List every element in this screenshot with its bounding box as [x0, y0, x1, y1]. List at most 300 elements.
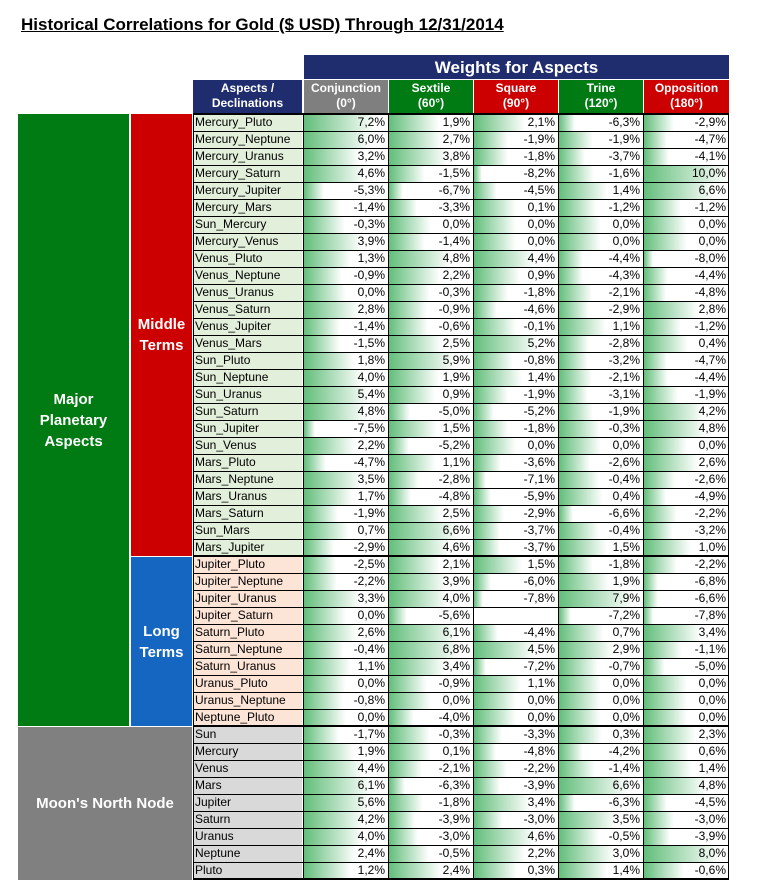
- value-cell: -4,5%: [644, 794, 729, 811]
- value-cell: 6,6%: [389, 522, 473, 539]
- value-cell: 0,0%: [304, 607, 388, 624]
- value-cell: -0,4%: [304, 641, 388, 658]
- row-label: Mercury_Uranus: [193, 148, 302, 165]
- value-cell: 10,0%: [644, 165, 729, 182]
- value-cell: 0,6%: [644, 743, 729, 760]
- value-cell: -0,6%: [389, 318, 473, 335]
- row-label: Sun_Jupiter: [193, 420, 302, 437]
- grid-line: [193, 437, 729, 438]
- value-cell: -4,4%: [559, 250, 643, 267]
- value-cell: 6,6%: [644, 182, 729, 199]
- grid-line: [193, 573, 729, 574]
- value-cell: 0,0%: [389, 692, 473, 709]
- value-cell: 4,0%: [304, 828, 388, 845]
- value-cell: 1,1%: [389, 454, 473, 471]
- value-cell: [474, 607, 558, 624]
- value-cell: -1,8%: [389, 794, 473, 811]
- group-middle-terms: [131, 114, 192, 556]
- value-cell: -3,9%: [474, 777, 558, 794]
- value-cell: -4,7%: [644, 352, 729, 369]
- value-cell: 2,8%: [644, 301, 729, 318]
- value-cell: -0,3%: [304, 216, 388, 233]
- grid-line: [193, 641, 729, 642]
- value-cell: 2,2%: [474, 845, 558, 862]
- value-cell: 6,0%: [304, 131, 388, 148]
- row-label: Mars: [193, 777, 302, 794]
- value-cell: 2,9%: [559, 641, 643, 658]
- value-cell: -0,8%: [474, 352, 558, 369]
- value-cell: 0,0%: [304, 709, 388, 726]
- grid-line: [558, 114, 559, 879]
- value-cell: -1,9%: [474, 131, 558, 148]
- value-cell: 4,6%: [304, 165, 388, 182]
- value-cell: 1,1%: [304, 658, 388, 675]
- value-cell: -2,9%: [474, 505, 558, 522]
- value-cell: -8,0%: [644, 250, 729, 267]
- value-cell: -6,6%: [644, 590, 729, 607]
- value-cell: 1,4%: [644, 760, 729, 777]
- grid-line: [193, 743, 729, 744]
- value-cell: -5,2%: [474, 403, 558, 420]
- value-cell: -0,6%: [644, 862, 729, 879]
- col-header-opposition: [644, 80, 729, 113]
- grid-line: [193, 828, 729, 829]
- value-cell: 4,0%: [304, 369, 388, 386]
- value-cell: 0,4%: [559, 488, 643, 505]
- value-cell: 2,2%: [389, 267, 473, 284]
- row-label: Sun: [193, 726, 302, 743]
- grid-line: [193, 113, 729, 115]
- value-cell: 0,1%: [389, 743, 473, 760]
- value-cell: -2,5%: [304, 556, 388, 573]
- value-cell: 6,1%: [304, 777, 388, 794]
- row-label: Mars_Uranus: [193, 488, 302, 505]
- value-cell: 3,4%: [474, 794, 558, 811]
- row-label: Mars_Pluto: [193, 454, 302, 471]
- value-cell: -7,2%: [474, 658, 558, 675]
- group-label-line: Aspects: [44, 432, 103, 450]
- grid-line: [193, 607, 729, 608]
- grid-line: [193, 505, 729, 506]
- value-cell: -1,9%: [559, 403, 643, 420]
- value-cell: 0,0%: [389, 216, 473, 233]
- value-cell: 0,0%: [644, 216, 729, 233]
- value-cell: -4,9%: [644, 488, 729, 505]
- value-cell: 4,8%: [644, 777, 729, 794]
- value-cell: -2,9%: [644, 114, 729, 131]
- row-label: Mercury_Saturn: [193, 165, 302, 182]
- value-cell: 2,3%: [644, 726, 729, 743]
- value-cell: 0,0%: [644, 437, 729, 454]
- value-cell: -1,2%: [644, 199, 729, 216]
- grid-line: [193, 709, 729, 710]
- grid-line: [193, 471, 729, 472]
- grid-line: [193, 862, 729, 863]
- grid-line: [193, 777, 729, 778]
- value-cell: 1,5%: [389, 420, 473, 437]
- col-header-trine: [559, 80, 643, 113]
- row-label: Mercury_Neptune: [193, 131, 302, 148]
- value-cell: -7,2%: [559, 607, 643, 624]
- grid-line: [193, 403, 729, 404]
- row-label: Venus_Neptune: [193, 267, 302, 284]
- value-cell: 0,0%: [474, 233, 558, 250]
- value-cell: 4,0%: [389, 590, 473, 607]
- value-cell: -4,4%: [644, 267, 729, 284]
- value-cell: 1,5%: [474, 556, 558, 573]
- group-label-line: Long: [143, 622, 180, 640]
- value-cell: -0,3%: [559, 420, 643, 437]
- value-cell: -7,8%: [644, 607, 729, 624]
- grid-line: [193, 725, 729, 727]
- value-cell: -4,3%: [559, 267, 643, 284]
- value-cell: -1,4%: [304, 199, 388, 216]
- grid-line: [193, 250, 729, 251]
- grid-line: [193, 369, 729, 370]
- value-cell: 1,4%: [559, 182, 643, 199]
- grid-line: [193, 148, 729, 149]
- grid-line: [193, 420, 729, 421]
- value-cell: -6,3%: [559, 114, 643, 131]
- value-cell: -4,4%: [644, 369, 729, 386]
- value-cell: 3,4%: [644, 624, 729, 641]
- row-label: Sun_Saturn: [193, 403, 302, 420]
- grid-line: [193, 845, 729, 846]
- grid-line: [193, 233, 729, 234]
- value-cell: -0,9%: [304, 267, 388, 284]
- value-cell: -4,8%: [474, 743, 558, 760]
- grid-line: [193, 301, 729, 302]
- value-cell: -0,9%: [389, 675, 473, 692]
- value-cell: -2,9%: [559, 301, 643, 318]
- value-cell: -3,2%: [559, 352, 643, 369]
- row-label: Mars_Saturn: [193, 505, 302, 522]
- value-cell: -0,4%: [559, 471, 643, 488]
- value-cell: 7,9%: [559, 590, 643, 607]
- value-cell: -3,7%: [474, 522, 558, 539]
- value-cell: 1,1%: [474, 675, 558, 692]
- value-cell: -2,6%: [559, 454, 643, 471]
- value-cell: -1,1%: [644, 641, 729, 658]
- col-header-deg: (0°): [336, 96, 356, 110]
- weights-header: Weights for Aspects: [304, 55, 729, 79]
- value-cell: 0,0%: [304, 675, 388, 692]
- row-label: Uranus_Pluto: [193, 675, 302, 692]
- value-cell: 4,2%: [304, 811, 388, 828]
- grid-line: [193, 692, 729, 693]
- value-cell: 3,5%: [304, 471, 388, 488]
- value-cell: 4,6%: [389, 539, 473, 556]
- value-cell: 5,4%: [304, 386, 388, 403]
- value-cell: 2,4%: [304, 845, 388, 862]
- value-cell: 6,1%: [389, 624, 473, 641]
- col-header-name: Sextile: [411, 81, 451, 95]
- value-cell: 1,8%: [304, 352, 388, 369]
- value-cell: -3,3%: [389, 199, 473, 216]
- value-cell: 4,8%: [644, 420, 729, 437]
- value-cell: -2,2%: [644, 556, 729, 573]
- value-cell: 0,0%: [474, 437, 558, 454]
- value-cell: 4,6%: [474, 828, 558, 845]
- value-cell: -1,8%: [559, 556, 643, 573]
- value-cell: 0,0%: [559, 692, 643, 709]
- row-label: Jupiter_Neptune: [193, 573, 302, 590]
- grid-line: [643, 114, 644, 879]
- value-cell: -2,2%: [644, 505, 729, 522]
- row-label: Saturn_Neptune: [193, 641, 302, 658]
- group-moons-north-node: [18, 727, 192, 880]
- value-cell: -1,2%: [644, 318, 729, 335]
- col-header-name: Conjunction: [311, 81, 381, 95]
- value-cell: 1,7%: [304, 488, 388, 505]
- value-cell: -4,0%: [389, 709, 473, 726]
- grid-line: [193, 454, 729, 455]
- value-cell: -4,1%: [644, 148, 729, 165]
- grid-line: [193, 811, 729, 812]
- value-cell: -3,6%: [474, 454, 558, 471]
- grid-line: [193, 352, 729, 353]
- group-label-line: Middle: [137, 316, 186, 333]
- value-cell: 6,8%: [389, 641, 473, 658]
- row-label: Sun_Mercury: [193, 216, 302, 233]
- value-cell: -1,2%: [559, 199, 643, 216]
- row-label: Sun_Neptune: [193, 369, 302, 386]
- grid-line: [193, 760, 729, 761]
- value-cell: 1,9%: [389, 114, 473, 131]
- value-cell: -2,8%: [389, 471, 473, 488]
- value-cell: -1,6%: [559, 165, 643, 182]
- value-cell: 7,2%: [304, 114, 388, 131]
- grid-line: [193, 675, 729, 676]
- value-cell: -3,7%: [559, 148, 643, 165]
- value-cell: 0,0%: [474, 709, 558, 726]
- value-cell: -1,5%: [389, 165, 473, 182]
- value-cell: -7,8%: [474, 590, 558, 607]
- col-header-name: Trine: [586, 81, 616, 95]
- value-cell: 4,5%: [474, 641, 558, 658]
- value-cell: 3,4%: [389, 658, 473, 675]
- value-cell: -4,7%: [644, 131, 729, 148]
- group-label-line: Moon's North Node: [36, 795, 174, 812]
- value-cell: 2,2%: [304, 437, 388, 454]
- grid-line: [193, 539, 729, 540]
- value-cell: 0,0%: [644, 233, 729, 250]
- value-cell: -1,8%: [474, 420, 558, 437]
- col-header-name: Square: [495, 81, 537, 95]
- value-cell: -0,1%: [474, 318, 558, 335]
- value-cell: -4,6%: [474, 301, 558, 318]
- value-cell: 0,0%: [474, 692, 558, 709]
- value-cell: 2,6%: [644, 454, 729, 471]
- grid-line: [193, 624, 729, 625]
- page-title: Historical Correlations for Gold ($ USD) Through 12/31/2014: [21, 15, 504, 34]
- row-label: Venus_Mars: [193, 335, 302, 352]
- value-cell: 3,9%: [304, 233, 388, 250]
- row-label: Mars_Neptune: [193, 471, 302, 488]
- value-cell: -2,1%: [389, 760, 473, 777]
- value-cell: -4,7%: [304, 454, 388, 471]
- value-cell: -7,5%: [304, 420, 388, 437]
- value-cell: 4,4%: [474, 250, 558, 267]
- grid-line: [193, 555, 729, 557]
- group-major-planetary-aspects: [18, 114, 129, 726]
- value-cell: -2,2%: [304, 573, 388, 590]
- value-cell: -5,0%: [389, 403, 473, 420]
- value-cell: 0,0%: [559, 709, 643, 726]
- value-cell: 3,9%: [389, 573, 473, 590]
- grid-line: [193, 658, 729, 659]
- col-header-deg: (90°): [502, 96, 530, 110]
- row-label: Venus_Pluto: [193, 250, 302, 267]
- value-cell: -2,1%: [559, 284, 643, 301]
- value-cell: 1,2%: [304, 862, 388, 879]
- col-header-name: Opposition: [654, 81, 719, 95]
- value-cell: 4,2%: [644, 403, 729, 420]
- value-cell: -0,3%: [389, 284, 473, 301]
- row-label: Pluto: [193, 862, 302, 879]
- value-cell: -6,8%: [644, 573, 729, 590]
- value-cell: -0,8%: [304, 692, 388, 709]
- value-cell: 0,0%: [559, 675, 643, 692]
- value-cell: 8,0%: [644, 845, 729, 862]
- value-cell: -3,9%: [644, 828, 729, 845]
- value-cell: -0,5%: [389, 845, 473, 862]
- grid-line: [388, 114, 389, 879]
- value-cell: 4,4%: [304, 760, 388, 777]
- grid-line: [193, 199, 729, 200]
- value-cell: 1,0%: [644, 539, 729, 556]
- value-cell: 2,7%: [389, 131, 473, 148]
- row-label: Jupiter_Saturn: [193, 607, 302, 624]
- value-cell: 4,8%: [304, 403, 388, 420]
- value-cell: 1,9%: [559, 573, 643, 590]
- value-cell: -4,8%: [644, 284, 729, 301]
- grid-line: [728, 114, 729, 879]
- row-label: Mars_Jupiter: [193, 539, 302, 556]
- value-cell: -6,7%: [389, 182, 473, 199]
- grid-line: [193, 386, 729, 387]
- grid-line: [193, 131, 729, 132]
- value-cell: 1,3%: [304, 250, 388, 267]
- row-label: Sun_Mars: [193, 522, 302, 539]
- grid-line: [193, 284, 729, 285]
- value-cell: -5,6%: [389, 607, 473, 624]
- grid-line: [193, 318, 729, 319]
- value-cell: 0,7%: [559, 624, 643, 641]
- col-header-square: [474, 80, 558, 113]
- grid-line: [193, 267, 729, 268]
- row-label: Uranus: [193, 828, 302, 845]
- grid-line: [193, 878, 729, 880]
- row-label: Neptune_Pluto: [193, 709, 302, 726]
- value-cell: -0,7%: [559, 658, 643, 675]
- row-label: Venus_Uranus: [193, 284, 302, 301]
- value-cell: -6,6%: [559, 505, 643, 522]
- group-long-terms: [131, 557, 192, 726]
- value-cell: -2,9%: [304, 539, 388, 556]
- value-cell: 4,8%: [389, 250, 473, 267]
- value-cell: 3,5%: [559, 811, 643, 828]
- value-cell: -1,9%: [644, 386, 729, 403]
- row-label: Sun_Venus: [193, 437, 302, 454]
- value-cell: 0,0%: [474, 216, 558, 233]
- value-cell: 1,1%: [559, 318, 643, 335]
- row-label: Saturn_Pluto: [193, 624, 302, 641]
- value-cell: -3,0%: [389, 828, 473, 845]
- value-cell: 0,0%: [559, 233, 643, 250]
- value-cell: -6,3%: [559, 794, 643, 811]
- grid-line: [193, 165, 729, 166]
- group-label-line: Terms: [139, 337, 184, 354]
- row-label: Sun_Pluto: [193, 352, 302, 369]
- value-cell: -1,4%: [559, 760, 643, 777]
- value-cell: -2,1%: [559, 369, 643, 386]
- grid-line: [193, 335, 729, 336]
- col-header-deg: (120°): [584, 96, 618, 110]
- value-cell: -1,4%: [389, 233, 473, 250]
- value-cell: 1,4%: [474, 369, 558, 386]
- value-cell: -5,3%: [304, 182, 388, 199]
- grid-line: [473, 114, 474, 879]
- value-cell: -3,7%: [474, 539, 558, 556]
- grid-line: [193, 522, 729, 523]
- value-cell: 0,9%: [389, 386, 473, 403]
- row-label: Sun_Uranus: [193, 386, 302, 403]
- col-header-sextile: [389, 80, 473, 113]
- grid-line: [193, 794, 729, 795]
- grid-line: [193, 114, 194, 879]
- value-cell: -0,9%: [389, 301, 473, 318]
- group-label-line: Planetary: [39, 411, 108, 429]
- row-label: Jupiter_Uranus: [193, 590, 302, 607]
- group-label-line: Major: [53, 390, 94, 408]
- value-cell: 2,5%: [389, 335, 473, 352]
- value-cell: -4,4%: [474, 624, 558, 641]
- value-cell: 2,4%: [389, 862, 473, 879]
- value-cell: -0,4%: [559, 522, 643, 539]
- value-cell: -3,2%: [644, 522, 729, 539]
- row-label: Mercury_Pluto: [193, 114, 302, 131]
- value-cell: 0,0%: [559, 216, 643, 233]
- value-cell: -1,8%: [474, 148, 558, 165]
- row-label: Mercury: [193, 743, 302, 760]
- row-label: Venus_Jupiter: [193, 318, 302, 335]
- value-cell: 5,9%: [389, 352, 473, 369]
- grid-line: [193, 216, 729, 217]
- value-cell: 0,0%: [644, 709, 729, 726]
- value-cell: 1,4%: [559, 862, 643, 879]
- value-cell: 0,0%: [304, 284, 388, 301]
- value-cell: 3,0%: [559, 845, 643, 862]
- value-cell: 3,2%: [304, 148, 388, 165]
- aspects-header-line1: Aspects /: [220, 81, 275, 95]
- grid-line: [193, 590, 729, 591]
- row-label: Venus: [193, 760, 302, 777]
- value-cell: -5,9%: [474, 488, 558, 505]
- value-cell: 2,6%: [304, 624, 388, 641]
- row-label: Mercury_Venus: [193, 233, 302, 250]
- value-cell: -1,9%: [304, 505, 388, 522]
- value-cell: 1,5%: [559, 539, 643, 556]
- value-cell: -1,8%: [474, 284, 558, 301]
- value-cell: 0,4%: [644, 335, 729, 352]
- col-header-deg: (180°): [670, 96, 703, 110]
- value-cell: 3,3%: [304, 590, 388, 607]
- value-cell: 3,8%: [389, 148, 473, 165]
- col-header-deg: (60°): [417, 96, 445, 110]
- value-cell: -3,0%: [644, 811, 729, 828]
- value-cell: -3,9%: [389, 811, 473, 828]
